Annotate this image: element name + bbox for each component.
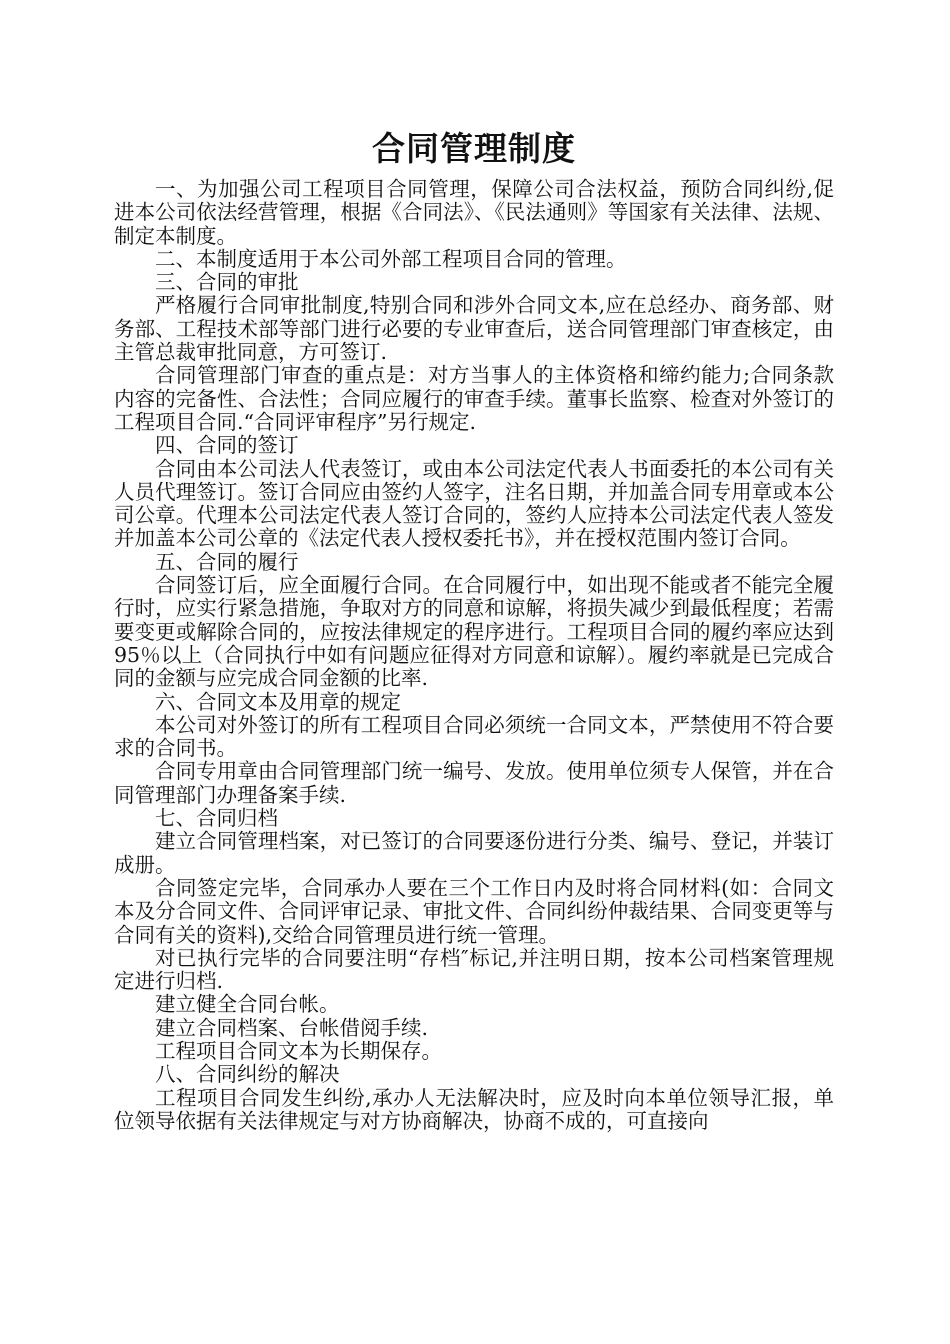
paragraph-dispute: 工程项目合同发生纠纷,承办人无法解决时，应及时向本单位领导汇报，单位领导依据有关法律规定与对方协商解决，协商不成的，可直接向	[114, 1085, 834, 1133]
document-title: 合同管理制度	[372, 129, 576, 168]
paragraph-text-1: 本公司对外签订的所有工程项目合同必须统一合同文本，严禁使用不符合要求的合同书。	[114, 712, 834, 761]
section-heading-3: 三、合同的审批	[155, 270, 299, 295]
paragraph-performance: 合同签订后，应全面履行合同。在合同履行中，如出现不能或者不能完全履行时，应实行紧急措施，争取对方的同意和谅解，将损失减少到最低程度；若需要变更或解除合同的，应按法律规定的程序进行。工程项目合同的履约率应达到95％以上（合同执行中如有问题应征得对方同意和谅解）。履约率就是已完成合同的金额与应完成合同金额的比率.	[114, 573, 834, 691]
paragraph-1: 一、为加强公司工程项目合同管理，保障公司合法权益，预防合同纠纷,促进本公司依法经营管理，根据《合同法》、《民法通则》等国家有关法律、法规、制定本制度。	[114, 177, 834, 248]
section-heading-7: 七、合同归档	[155, 806, 278, 831]
document-body	[114, 178, 834, 1133]
section-heading-8: 八、合同纠纷的解决	[155, 1062, 340, 1087]
paragraph-archive-5: 建立合同档案、台帐借阅手续.	[155, 1015, 429, 1040]
paragraph-archive-6: 工程项目合同文本为长期保存。	[155, 1038, 442, 1063]
paragraph-archive-3: 对已执行完毕的合同要注明“存档″标记,并注明日期，按本公司档案管理规定进行归档.	[114, 945, 834, 994]
paragraph-archive-2: 合同签定完毕，合同承办人要在三个工作日内及时将合同材料(如：合同文本及分合同文件、合同评审记录、审批文件、合同纠纷仲裁结果、合同变更等与合同有关的资料),交给合同管理员进行统一管理。	[114, 875, 834, 947]
document-page	[114, 120, 834, 1133]
section-heading-6: 六、合同文本及用章的规定	[155, 689, 401, 714]
paragraph-text-2: 合同专用章由合同管理部门统一编号、发放。使用单位须专人保管，并在合同管理部门办理备案手续.	[114, 759, 834, 807]
paragraph-2: 二、本制度适用于本公司外部工程项目合同的管理。	[155, 246, 627, 271]
paragraph-signing: 合同由本公司法人代表签订，或由本公司法定代表人书面委托的本公司有关人员代理签订。签订合同应由签约人签字，注名日期，并加盖合同专用章或本公司公章。代理本公司法定代表人签订合同的，签约人应持本公司法定代表人签发并加盖本公司公章的《法定代表人授权委托书》，并在授权范围内签订合同。	[114, 456, 834, 551]
section-heading-4: 四、合同的签订	[155, 433, 299, 458]
paragraph-approval-1: 严格履行合同审批制度,特别合同和涉外合同文本,应在总经办、商务部、财务部、工程技术部等部门进行必要的专业审查后，送合同管理部门审查核定，由主管总裁审批同意，方可签订.	[114, 293, 834, 365]
section-heading-5: 五、合同的履行	[155, 549, 299, 574]
paragraph-approval-2: 合同管理部门审查的重点是：对方当事人的主体资格和缔约能力;合同条款内容的完备性、合法性；合同应履行的审查手续。董事长监察、检查对外签订的工程项目合同.“合同评审程序”另行规定.	[114, 363, 834, 434]
paragraph-archive-1: 建立合同管理档案，对已签订的合同要逐份进行分类、编号、登记，并装订成册。	[114, 829, 834, 877]
paragraph-archive-4: 建立健全合同台帐。	[155, 992, 340, 1017]
